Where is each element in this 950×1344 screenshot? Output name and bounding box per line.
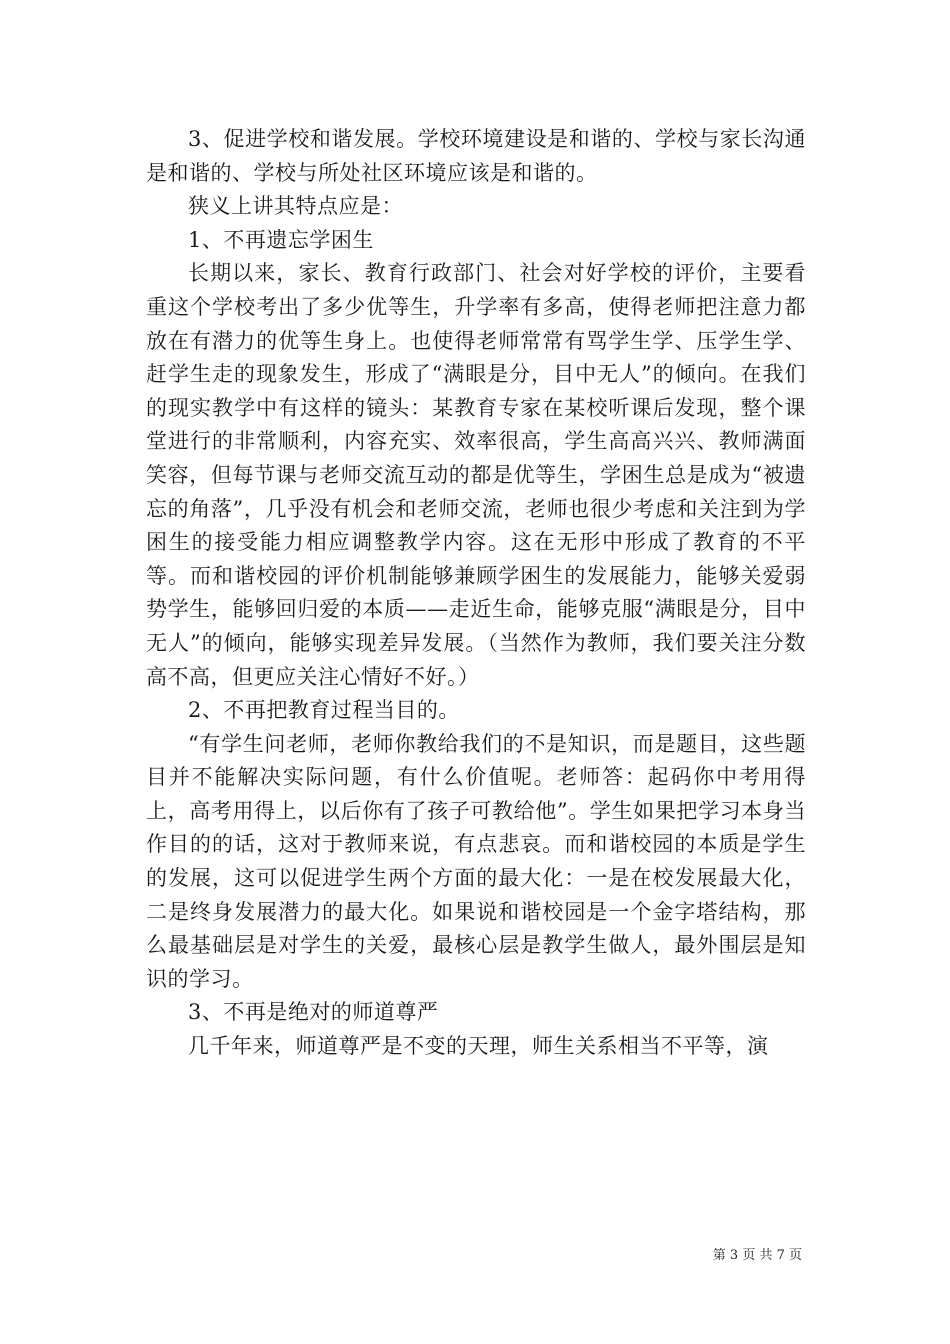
paragraph: 长期以来，家长、教育行政部门、社会对好学校的评价，主要看重这个学校考出了多少优等生，升学率有多高，使得老师把注意力都放在有潜力的优等生身上。也使得老师常常有骂学生学、压学生学、赶学生走的现象发生，形成了“满眼是分，目中无人”的倾向。在我们的现实教学中有这样的镜头：某教育专家在某校听课后发现，整个课堂进行的非常顺利，内容充实、效率很高，学生高高兴兴、教师满面笑容，但每节课与老师交流互动的都是优等生，学困生总是成为“被遗忘的角落”，几乎没有机会和老师交流，老师也很少考虑和关注到为学困生的接受能力相应调整教学内容。这在无形中形成了教育的不平等。而和谐校园的评价机制能够兼顾学困生的发展能力，能够关爱弱势学生，能够回归爱的本质——走近生命，能够克服“满眼是分，目中无人”的倾向，能够实现差异发展。（当然作为教师，我们要关注分数高不高，但更应关注心情好不好。）	[146, 261, 806, 689]
section-heading: 3、不再是绝对的师道尊严	[188, 1000, 439, 1025]
paragraph: 几千年来，师道尊严是不变的天理，师生关系相当不平等，演	[188, 1034, 769, 1059]
paragraph: 狭义上讲其特点应是：	[188, 194, 403, 219]
page-number: 第 3 页 共 7 页	[712, 1248, 802, 1263]
paragraph: “有学生问老师，老师你教给我们的不是知识，而是题目，这些题目并不能解决实际问题，有什么价值呢。老师答：起码你中考用得上，高考用得上，以后你有了孩子可教给他”。学生如果把学习本身当作目的的话，这对于教师来说，有点悲哀。而和谐校园的本质是学生的发展，这可以促进学生两个方面的最大化：一是在校发展最大化，二是终身发展潜力的最大化。如果说和谐校园是一个金字塔结构，那么最基础层是对学生的关爱，最核心层是教学生做人，最外围层是知识的学习。	[146, 731, 806, 991]
section-heading: 1、不再遗忘学困生	[188, 227, 374, 252]
paragraph: 3、促进学校和谐发展。学校环境建设是和谐的、学校与家长沟通是和谐的、学校与所处社区环境应该是和谐的。	[146, 127, 806, 185]
section-heading: 2、不再把教育过程当目的。	[188, 698, 460, 723]
document-body	[146, 123, 806, 1064]
